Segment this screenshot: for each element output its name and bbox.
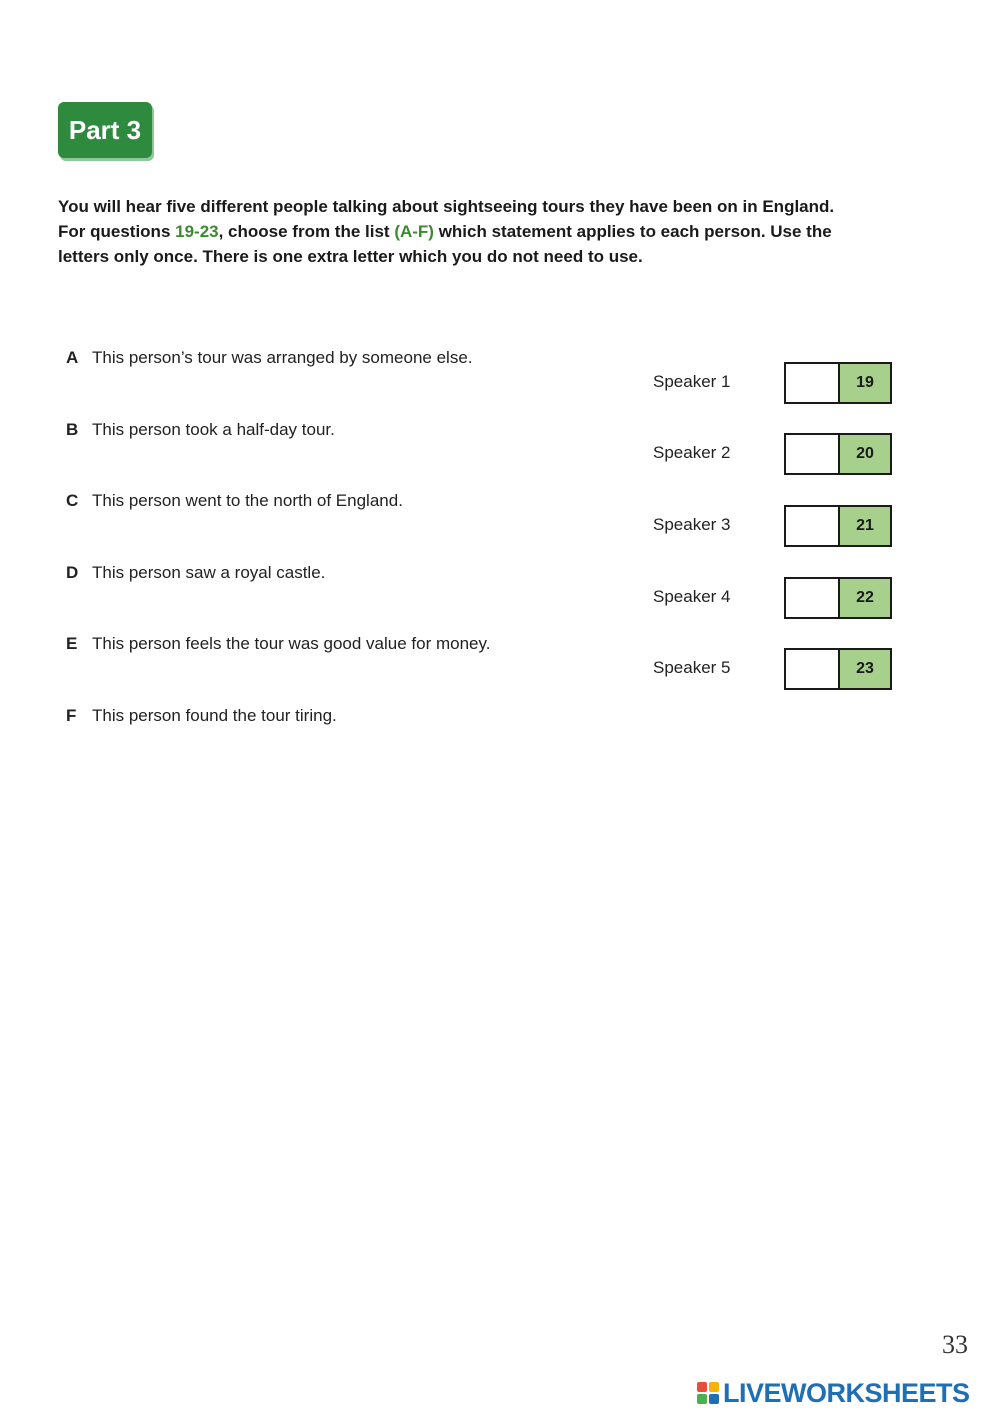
statement-text: This person saw a royal castle. bbox=[92, 563, 326, 582]
letter-range: (A-F) bbox=[394, 222, 434, 241]
answer-box bbox=[784, 505, 892, 547]
statement-c bbox=[66, 491, 403, 511]
speaker-row-2 bbox=[653, 433, 893, 475]
speaker-row-3 bbox=[653, 505, 893, 547]
statement-d bbox=[66, 563, 325, 583]
answer-box bbox=[784, 433, 892, 475]
statement-letter: B bbox=[66, 420, 79, 439]
part-label: Part 3 bbox=[68, 114, 142, 145]
question-number: 22 bbox=[840, 579, 890, 617]
answer-box bbox=[784, 577, 892, 619]
statement-b bbox=[66, 420, 335, 440]
answer-input-19[interactable] bbox=[786, 364, 840, 402]
statement-f bbox=[66, 706, 337, 726]
question-number: 23 bbox=[840, 650, 890, 688]
speaker-label: Speaker 3 bbox=[653, 515, 731, 534]
statement-text: This person feels the tour was good value for money. bbox=[92, 634, 491, 653]
instructions-line-2 bbox=[58, 219, 898, 244]
instructions-text: which statement applies to each person. Use the bbox=[433, 222, 832, 241]
statement-text: This person took a half-day tour. bbox=[92, 420, 335, 439]
speaker-row-1 bbox=[653, 362, 893, 404]
speaker-row-5 bbox=[653, 648, 893, 690]
question-number: 20 bbox=[840, 435, 890, 473]
answer-box bbox=[784, 648, 892, 690]
statement-a bbox=[66, 348, 473, 368]
speaker-label: Speaker 1 bbox=[653, 372, 731, 391]
speaker-label: Speaker 2 bbox=[653, 443, 731, 462]
instructions-line-3: letters only once. There is one extra letter which you do not need to use. bbox=[58, 247, 643, 266]
question-range: 19-23 bbox=[175, 222, 219, 241]
instructions bbox=[58, 194, 898, 269]
statement-letter: A bbox=[66, 348, 79, 367]
speaker-row-4 bbox=[653, 577, 893, 619]
instructions-text: For questions bbox=[58, 222, 176, 241]
statement-letter: F bbox=[66, 706, 77, 725]
page-number: 33 bbox=[942, 1330, 968, 1359]
liveworksheets-icon bbox=[697, 1382, 719, 1404]
statement-letter: C bbox=[66, 491, 79, 510]
liveworksheets-logo bbox=[697, 1378, 970, 1408]
question-number: 19 bbox=[840, 364, 890, 402]
statement-text: This person’s tour was arranged by someone else. bbox=[92, 348, 473, 367]
statement-letter: E bbox=[66, 634, 78, 653]
answer-input-20[interactable] bbox=[786, 435, 840, 473]
question-number: 21 bbox=[840, 507, 890, 545]
statement-text: This person went to the north of England. bbox=[92, 491, 403, 510]
statement-text: This person found the tour tiring. bbox=[92, 706, 337, 725]
statement-e bbox=[66, 634, 490, 654]
instructions-line-1: You will hear five different people talking about sightseeing tours they have been on in England. bbox=[58, 197, 835, 216]
answer-input-21[interactable] bbox=[786, 507, 840, 545]
brand-name: LIVEWORKSHEETS bbox=[723, 1377, 970, 1408]
answer-box bbox=[784, 362, 892, 404]
answer-input-22[interactable] bbox=[786, 579, 840, 617]
statement-letter: D bbox=[66, 563, 79, 582]
instructions-text: , choose from the list bbox=[218, 222, 395, 241]
part-badge bbox=[58, 102, 152, 158]
speaker-label: Speaker 5 bbox=[653, 658, 731, 677]
speaker-label: Speaker 4 bbox=[653, 587, 731, 606]
answer-input-23[interactable] bbox=[786, 650, 840, 688]
